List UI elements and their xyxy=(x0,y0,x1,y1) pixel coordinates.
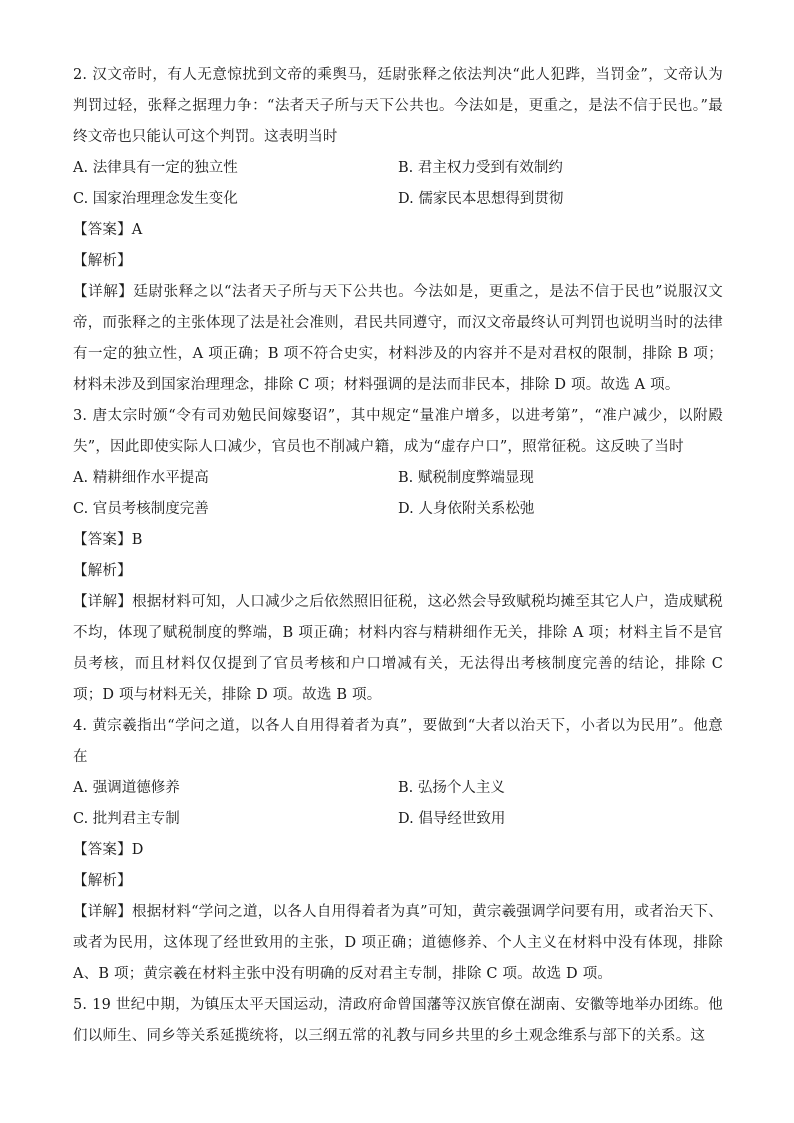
question-block xyxy=(73,711,723,990)
option-d: D. 人身依附关系松弛 xyxy=(398,501,535,517)
question-block xyxy=(73,401,723,711)
option-d: D. 倡导经世致用 xyxy=(398,811,506,827)
option-d: D. 儒家民本思想得到贯彻 xyxy=(398,191,564,207)
answer-line: 【答案】A xyxy=(73,222,143,238)
question-stem: 5. 19 世纪中期，为镇压太平天国运动，清政府命曾国藩等汉族官僚在湖南、安徽等地举办团练。他们以师生、同乡等关系延揽统将，以三纲五常的礼教与同乡共里的乡土观念维系与部下的关系。这 xyxy=(73,997,723,1044)
document-content xyxy=(73,60,723,1052)
option-b: B. 赋税制度弊端显现 xyxy=(398,470,534,486)
option-b: B. 君主权力受到有效制约 xyxy=(398,160,563,176)
question-stem: 4. 黄宗羲指出“学问之道，以各人自用得着者为真”，要做到“大者以治天下，小者以为民用”。他意在 xyxy=(73,718,723,765)
option-c: C. 官员考核制度完善 xyxy=(73,501,209,517)
analysis-label: 【解析】 xyxy=(73,563,132,579)
option-b: B. 弘扬个人主义 xyxy=(398,780,505,796)
answer-line: 【答案】B xyxy=(73,532,143,548)
option-grid xyxy=(73,773,723,835)
option-a: A. 精耕细作水平提高 xyxy=(73,470,209,486)
option-grid xyxy=(73,463,723,525)
analysis-label: 【解析】 xyxy=(73,253,132,269)
analysis-label: 【解析】 xyxy=(73,873,132,889)
question-stem: 3. 唐太宗时颁“令有司劝勉民间嫁娶诏”，其中规定“量准户增多，以进考第”，“准户减少，以附殿失”，因此即使实际人口减少，官员也不削减户籍，成为“虚存户口”，照常征税。这反映了当时 xyxy=(73,408,723,455)
option-a: A. 法律具有一定的独立性 xyxy=(73,160,238,176)
detail-explanation: 【详解】根据材料“学问之道，以各人自用得着者为真”可知，黄宗羲强调学问要有用，或者治天下、或者为民用，这体现了经世致用的主张，D 项正确；道德修养、个人主义在材料中没有体现，排除 A、B 项；黄宗羲在材料主张中没有明确的反对君主专制，排除 C 项。故选 D 项。 xyxy=(73,904,723,982)
question-block xyxy=(73,60,723,401)
answer-line: 【答案】D xyxy=(73,842,144,858)
option-c: C. 国家治理理念发生变化 xyxy=(73,191,238,207)
question-stem: 2. 汉文帝时，有人无意惊扰到文帝的乘舆马，廷尉张释之依法判决“此人犯跸，当罚金”，文帝认为判罚过轻，张释之据理力争：“法者天子所与天下公共也。今法如是，更重之，是法不信于民也。”最终文帝也只能认可这个判罚。这表明当时 xyxy=(73,67,723,145)
question-block xyxy=(73,990,723,1052)
option-grid xyxy=(73,153,723,215)
detail-explanation: 【详解】根据材料可知，人口减少之后依然照旧征税，这必然会导致赋税均摊至其它人户，造成赋税不均，体现了赋税制度的弊端，B 项正确；材料内容与精耕细作无关，排除 A 项；材料主旨不是官员考核，而且材料仅仅提到了官员考核和户口增减有关，无法得出考核制度完善的结论，排除 C 项；D 项与材料无关，排除 D 项。故选 B 项。 xyxy=(73,594,723,703)
detail-explanation: 【详解】廷尉张释之以“法者天子所与天下公共也。今法如是，更重之，是法不信于民也”说服汉文帝，而张释之的主张体现了法是社会准则，君民共同遵守，而汉文帝最终认可判罚也说明当时的法律有一定的独立性，A 项正确；B 项不符合史实，材料涉及的内容并不是对君权的限制，排除 B 项；材料未涉及到国家治理理念，排除 C 项；材料强调的是法而非民本，排除 D 项。故选 A 项。 xyxy=(73,284,723,393)
option-c: C. 批判君主专制 xyxy=(73,811,180,827)
option-a: A. 强调道德修养 xyxy=(73,780,180,796)
